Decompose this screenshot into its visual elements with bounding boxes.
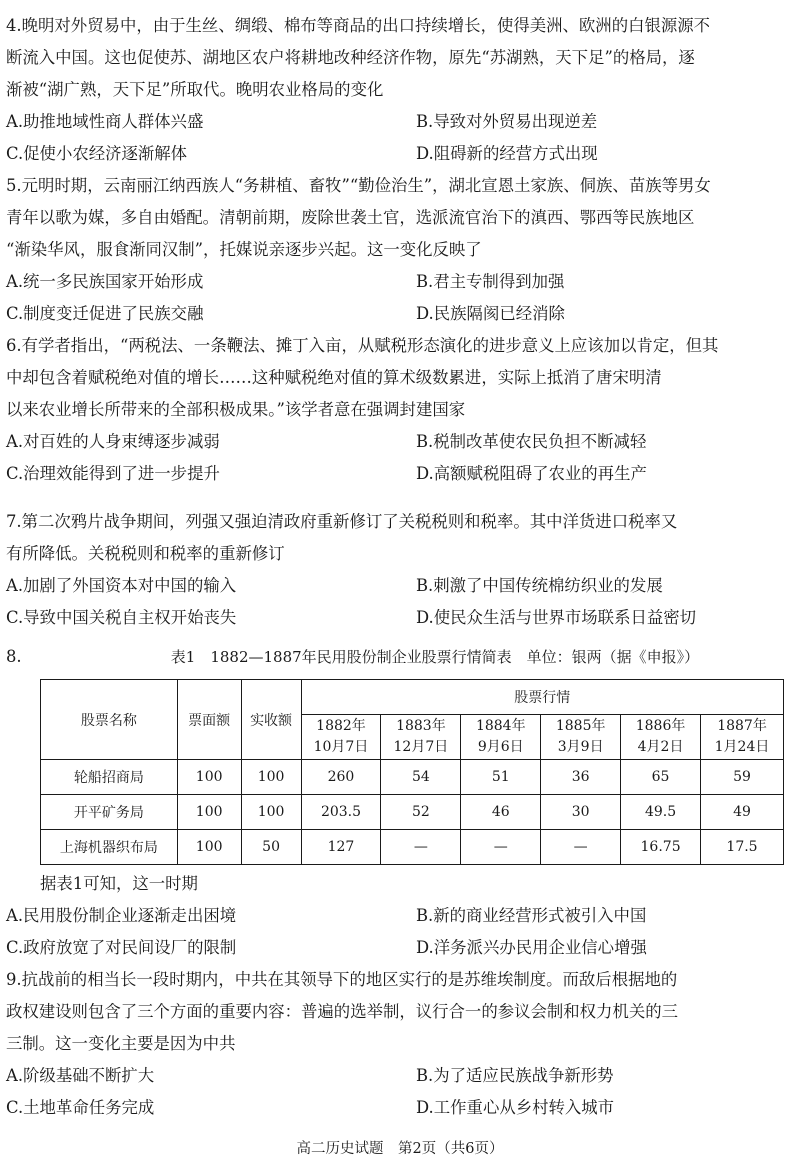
table-row: [41, 795, 784, 830]
table-caption: 表1 1882—1887年民用股份制企业股票行情简表 单位：银两（据《申报》）: [170, 648, 700, 666]
value-cell: 260: [301, 760, 381, 795]
header-date-year: 1883年: [396, 718, 446, 734]
table-row: [41, 760, 784, 795]
header-date-day: 9月6日: [477, 739, 524, 755]
q7-stem-line: 有所降低。关税税则和税率的重新修订: [6, 544, 285, 563]
q8-option-b: B.新的商业经营形式被引入中国: [416, 906, 647, 925]
question-8: [6, 643, 796, 856]
q4-stem-line: 渐被“湖广熟，天下足”所取代。晚明农业格局的变化: [6, 80, 384, 99]
header-date-year: 1885年: [555, 718, 606, 734]
value-cell: 59: [701, 760, 784, 795]
value-cell: 54: [381, 760, 461, 795]
q6-option-c: C.治理效能得到了进一步提升: [6, 464, 220, 483]
q5-stem-line: “渐染华风，服食渐同汉制”，托媒说亲逐步兴起。这一变化反映了: [6, 240, 482, 259]
q6-stem-line: 中却包含着赋税绝对值的增长……这种赋税绝对值的算术级数累进，实际上抵消了唐宋明清: [6, 368, 662, 387]
header-date: [461, 715, 541, 760]
header-date-year: 1882年: [316, 718, 366, 734]
question-4: [6, 10, 786, 170]
q8-option-a: A.民用股份制企业逐渐走出困境: [6, 906, 237, 925]
header-date-day: 3月9日: [557, 739, 604, 755]
header-date: [381, 715, 461, 760]
value-cell: —: [541, 830, 621, 865]
header-date-day: 12月7日: [393, 739, 449, 755]
q9-option-b: B.为了适应民族战争新形势: [416, 1066, 614, 1085]
header-date: [541, 715, 621, 760]
value-cell: 30: [541, 795, 621, 830]
header-date: [701, 715, 784, 760]
value-cell: 16.75: [621, 830, 701, 865]
header-date-year: 1886年: [635, 718, 686, 734]
q9-stem-line: 9.抗战前的相当长一段时期内，中共在其领导下的地区实行的是苏维埃制度。而敌后根据地的: [6, 970, 678, 989]
q4-option-d: D.阻碍新的经营方式出现: [416, 144, 598, 163]
value-cell: 100: [241, 760, 301, 795]
q7-option-c: C.导致中国关税自主权开始丧失: [6, 608, 237, 627]
question-7: [6, 506, 786, 634]
header-date-day: 10月7日: [313, 739, 369, 755]
q5-option-b: B.君主专制得到加强: [416, 272, 565, 291]
value-cell: 65: [621, 760, 701, 795]
q5-stem-line: 5.元明时期，云南丽江纳西族人“务耕植、畜牧”“勤俭治生”，湖北宣恩土家族、侗族、苗族等男女: [6, 176, 711, 195]
header-date-day: 4月2日: [637, 739, 684, 755]
q9-option-d: D.工作重心从乡村转入城市: [416, 1098, 615, 1117]
q5-option-d: D.民族隔阂已经消除: [416, 304, 565, 323]
value-cell: —: [461, 830, 541, 865]
q4-option-a: A.助推地域性商人群体兴盛: [6, 112, 204, 131]
question-8-options: [6, 868, 786, 964]
header-date-day: 1月24日: [714, 739, 770, 755]
value-cell: 46: [461, 795, 541, 830]
value-cell: 100: [177, 830, 241, 865]
value-cell: 100: [177, 795, 241, 830]
header-face-value: 票面额: [177, 680, 241, 760]
header-date: [621, 715, 701, 760]
table-caption-row: [6, 643, 796, 671]
stock-table: [40, 679, 784, 865]
value-cell: 49: [701, 795, 784, 830]
value-cell: 17.5: [701, 830, 784, 865]
header-date-year: 1884年: [475, 718, 526, 734]
table-row: [41, 830, 784, 865]
q7-option-a: A.加剧了外国资本对中国的输入: [6, 576, 237, 595]
q9-stem-line: 政权建设则包含了三个方面的重要内容：普遍的选举制，议行合一的参议会制和权力机关的三: [6, 1002, 679, 1021]
header-date-year: 1887年: [717, 718, 767, 734]
q6-stem-line: 以来农业增长所带来的全部积极成果。”该学者意在强调封建国家: [6, 400, 466, 419]
stock-name-cell: 开平矿务局: [41, 795, 178, 830]
q6-stem-line: 6.有学者指出，“两税法、一条鞭法、摊丁入亩，从赋税形态演化的进步意义上应该加以肯定，但其: [6, 336, 719, 355]
q6-option-b: B.税制改革使农民负担不断减轻: [416, 432, 647, 451]
stock-name-cell: 轮船招商局: [41, 760, 178, 795]
question-5: [6, 170, 786, 330]
value-cell: 100: [241, 795, 301, 830]
header-market: 股票行情: [301, 680, 783, 715]
question-9: [6, 964, 786, 1124]
value-cell: —: [381, 830, 461, 865]
q8-number: 8.: [6, 647, 22, 666]
q7-option-d: D.使民众生活与世界市场联系日益密切: [416, 608, 697, 627]
q7-stem-line: 7.第二次鸦片战争期间，列强又强迫清政府重新修订了关税税则和税率。其中洋货进口税率又: [6, 512, 678, 531]
q4-option-c: C.促使小农经济逐渐解体: [6, 144, 188, 163]
q5-option-a: A.统一多民族国家开始形成: [6, 272, 204, 291]
value-cell: 51: [461, 760, 541, 795]
value-cell: 50: [241, 830, 301, 865]
q6-option-d: D.高额赋税阻碍了农业的再生产: [416, 464, 647, 483]
header-date: [301, 715, 381, 760]
q5-option-c: C.制度变迁促进了民族交融: [6, 304, 204, 323]
q6-option-a: A.对百姓的人身束缚逐步减弱: [6, 432, 220, 451]
page-footer: 高二历史试题 第2页（共6页）: [296, 1141, 504, 1157]
header-stock-name: 股票名称: [41, 680, 178, 760]
value-cell: 36: [541, 760, 621, 795]
q8-option-c: C.政府放宽了对民间设厂的限制: [6, 938, 237, 957]
q4-option-b: B.导致对外贸易出现逆差: [416, 112, 598, 131]
q9-option-a: A.阶级基础不断扩大: [6, 1066, 155, 1085]
q9-option-c: C.土地革命任务完成: [6, 1098, 155, 1117]
value-cell: 127: [301, 830, 381, 865]
q4-stem-line: 断流入中国。这也促使苏、湖地区农户将耕地改种经济作物，原先“苏湖熟，天下足”的格局，逐: [6, 48, 695, 67]
q5-stem-line: 青年以歌为媒，多自由婚配。清朝前期，废除世袭土官，选派流官治下的滇西、鄂西等民族地区: [6, 208, 695, 227]
value-cell: 100: [177, 760, 241, 795]
q8-option-d: D.洋务派兴办民用企业信心增强: [416, 938, 647, 957]
value-cell: 52: [381, 795, 461, 830]
q8-prompt: 据表1可知，这一时期: [40, 874, 198, 893]
value-cell: 203.5: [301, 795, 381, 830]
stock-name-cell: 上海机器织布局: [41, 830, 178, 865]
question-6: [6, 330, 786, 490]
table-body: [41, 760, 784, 865]
value-cell: 49.5: [621, 795, 701, 830]
q9-stem-line: 三制。这一变化主要是因为中共: [6, 1034, 236, 1053]
header-paid-value: 实收额: [241, 680, 301, 760]
q4-stem-line: 4.晚明对外贸易中，由于生丝、绸缎、棉布等商品的出口持续增长，使得美洲、欧洲的白银源源不: [6, 16, 711, 35]
q7-option-b: B.刺激了中国传统棉纺织业的发展: [416, 576, 663, 595]
